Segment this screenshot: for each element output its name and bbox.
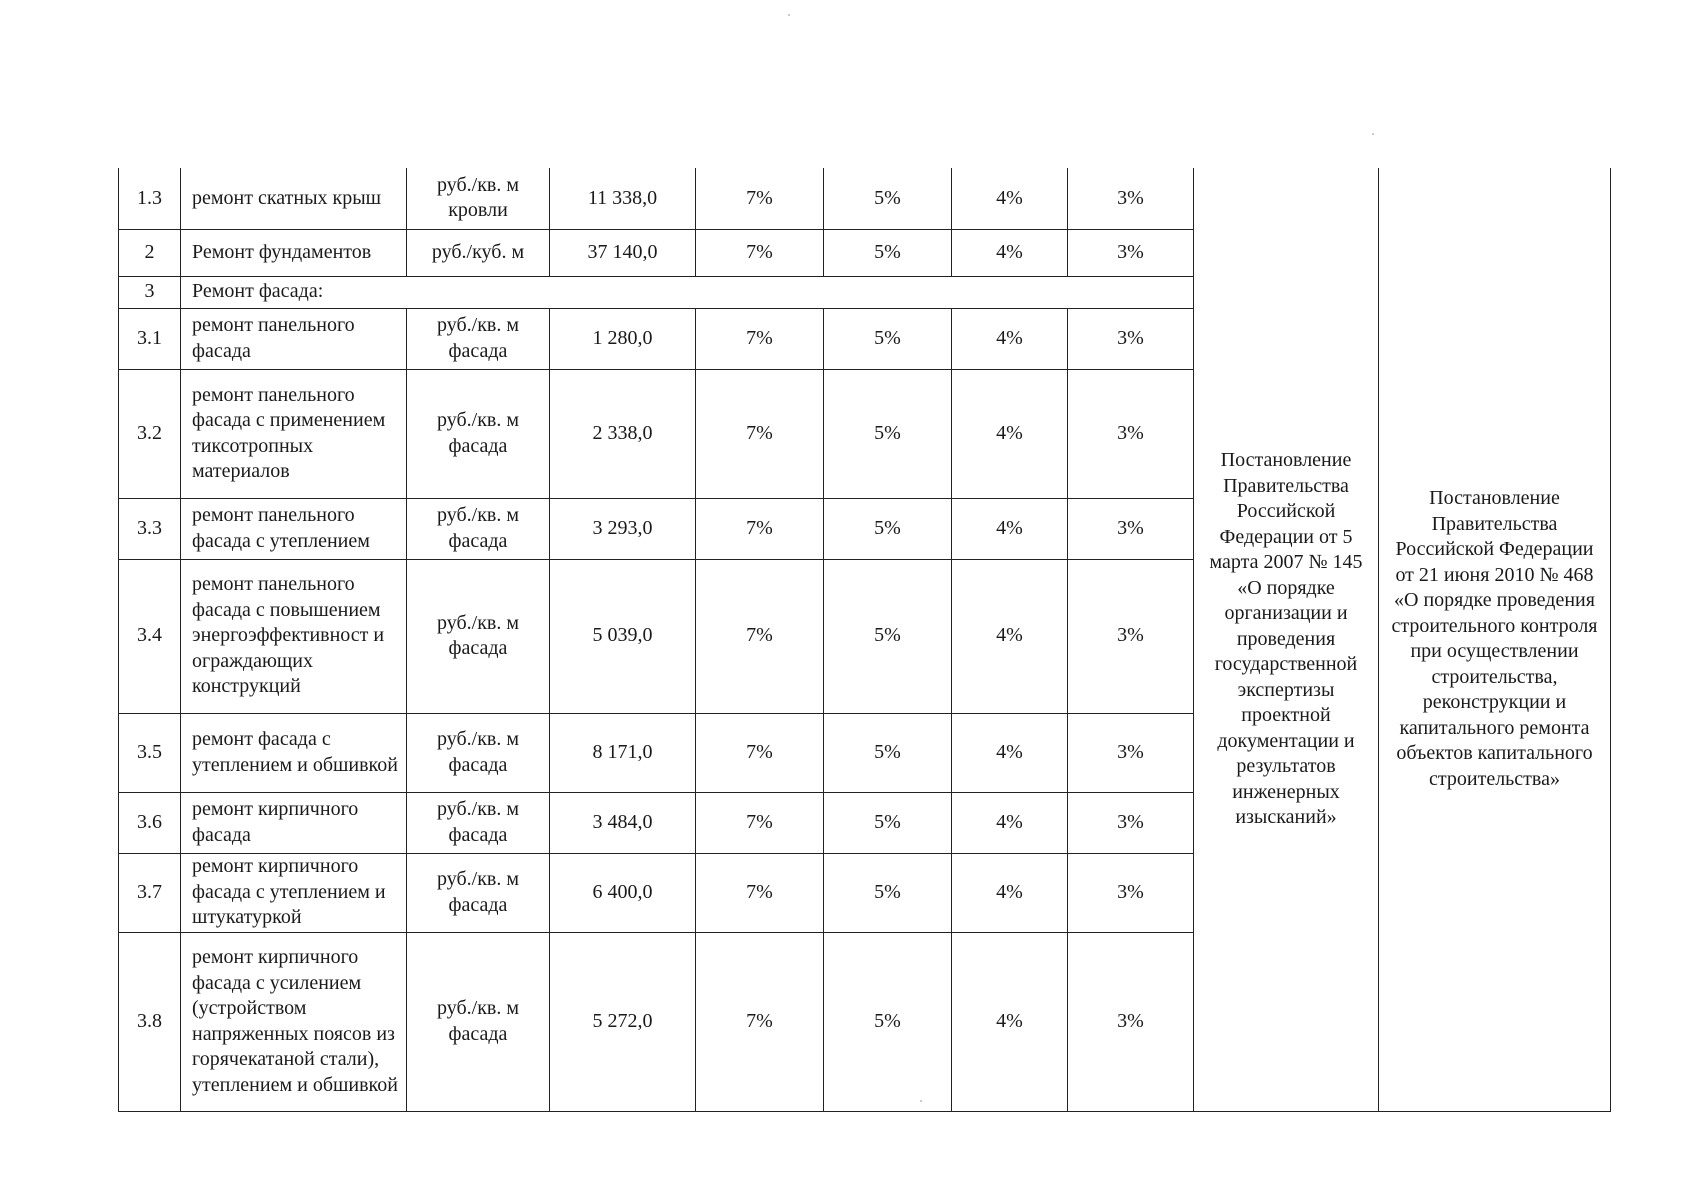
legal-basis-construction-control: Постановление Правительства Российской Федерации от 21 июня 2010 № 468 «О порядке проведения строительного контроля при осуществлении строительства, реконструкции и капитального ремонта объектов капитального строительства» bbox=[1379, 168, 1611, 1111]
percent-cell: 5% bbox=[824, 168, 952, 229]
percent-cell: 4% bbox=[952, 713, 1068, 792]
section-blank bbox=[407, 276, 1194, 308]
percent-cell: 3% bbox=[1068, 369, 1194, 498]
percent-cell: 7% bbox=[696, 308, 824, 369]
document-page bbox=[118, 168, 1611, 1112]
scan-speck bbox=[1372, 133, 1374, 135]
legal-basis-expertise: Постановление Правительства Российской Федерации от 5 марта 2007 № 145 «О порядке организации и проведения государственной экспертизы проектной документации и результатов инженерных изысканий» bbox=[1194, 168, 1379, 1111]
unit-cell: руб./кв. м кровли bbox=[407, 168, 550, 229]
work-name: ремонт панельного фасада с утеплением bbox=[181, 498, 407, 559]
row-number: 2 bbox=[119, 229, 181, 276]
table-row bbox=[119, 168, 1611, 229]
percent-cell: 3% bbox=[1068, 932, 1194, 1111]
percent-cell: 5% bbox=[824, 229, 952, 276]
cost-value: 1 280,0 bbox=[550, 308, 696, 369]
percent-cell: 7% bbox=[696, 559, 824, 713]
percent-cell: 5% bbox=[824, 932, 952, 1111]
row-number: 1.3 bbox=[119, 168, 181, 229]
cost-value: 5 272,0 bbox=[550, 932, 696, 1111]
scan-speck bbox=[788, 14, 790, 16]
percent-cell: 7% bbox=[696, 168, 824, 229]
unit-cell: руб./кв. м фасада bbox=[407, 792, 550, 853]
percent-cell: 5% bbox=[824, 559, 952, 713]
row-number: 3.5 bbox=[119, 713, 181, 792]
scan-speck bbox=[920, 1100, 922, 1102]
percent-cell: 4% bbox=[952, 369, 1068, 498]
row-number: 3.4 bbox=[119, 559, 181, 713]
percent-cell: 3% bbox=[1068, 229, 1194, 276]
unit-cell: руб./кв. м фасада bbox=[407, 853, 550, 932]
percent-cell: 3% bbox=[1068, 308, 1194, 369]
row-number: 3.6 bbox=[119, 792, 181, 853]
cost-value: 3 484,0 bbox=[550, 792, 696, 853]
percent-cell: 7% bbox=[696, 792, 824, 853]
unit-cell: руб./кв. м фасада bbox=[407, 932, 550, 1111]
percent-cell: 4% bbox=[952, 932, 1068, 1111]
percent-cell: 4% bbox=[952, 853, 1068, 932]
percent-cell: 4% bbox=[952, 559, 1068, 713]
percent-cell: 3% bbox=[1068, 168, 1194, 229]
percent-cell: 7% bbox=[696, 853, 824, 932]
work-name: Ремонт фундаментов bbox=[181, 229, 407, 276]
unit-cell: руб./кв. м фасада bbox=[407, 559, 550, 713]
work-name: ремонт кирпичного фасада с утеплением и штукатуркой bbox=[181, 853, 407, 932]
percent-cell: 3% bbox=[1068, 792, 1194, 853]
percent-cell: 5% bbox=[824, 308, 952, 369]
row-number: 3.7 bbox=[119, 853, 181, 932]
cost-value: 2 338,0 bbox=[550, 369, 696, 498]
percent-cell: 7% bbox=[696, 369, 824, 498]
percent-cell: 5% bbox=[824, 853, 952, 932]
unit-cell: руб./куб. м bbox=[407, 229, 550, 276]
work-name: ремонт скатных крыш bbox=[181, 168, 407, 229]
rates-table bbox=[118, 168, 1611, 1112]
unit-cell: руб./кв. м фасада bbox=[407, 308, 550, 369]
percent-cell: 4% bbox=[952, 792, 1068, 853]
percent-cell: 4% bbox=[952, 229, 1068, 276]
unit-cell: руб./кв. м фасада bbox=[407, 498, 550, 559]
percent-cell: 3% bbox=[1068, 559, 1194, 713]
percent-cell: 5% bbox=[824, 369, 952, 498]
work-name: ремонт кирпичного фасада с усилением (устройством напряженных поясов из горячекатаной стали), утеплением и обшивкой bbox=[181, 932, 407, 1111]
percent-cell: 5% bbox=[824, 713, 952, 792]
percent-cell: 7% bbox=[696, 932, 824, 1111]
percent-cell: 3% bbox=[1068, 853, 1194, 932]
percent-cell: 5% bbox=[824, 498, 952, 559]
row-number: 3 bbox=[119, 276, 181, 308]
cost-value: 5 039,0 bbox=[550, 559, 696, 713]
percent-cell: 4% bbox=[952, 168, 1068, 229]
work-name: ремонт панельного фасада с повышением энергоэффективност и ограждающих конструкций bbox=[181, 559, 407, 713]
work-name: ремонт кирпичного фасада bbox=[181, 792, 407, 853]
cost-value: 8 171,0 bbox=[550, 713, 696, 792]
row-number: 3.2 bbox=[119, 369, 181, 498]
percent-cell: 3% bbox=[1068, 498, 1194, 559]
work-name: ремонт панельного фасада bbox=[181, 308, 407, 369]
cost-value: 11 338,0 bbox=[550, 168, 696, 229]
cost-value: 3 293,0 bbox=[550, 498, 696, 559]
unit-cell: руб./кв. м фасада bbox=[407, 713, 550, 792]
row-number: 3.1 bbox=[119, 308, 181, 369]
percent-cell: 5% bbox=[824, 792, 952, 853]
unit-cell: руб./кв. м фасада bbox=[407, 369, 550, 498]
work-name: ремонт фасада с утеплением и обшивкой bbox=[181, 713, 407, 792]
section-title: Ремонт фасада: bbox=[181, 276, 407, 308]
cost-value: 6 400,0 bbox=[550, 853, 696, 932]
percent-cell: 3% bbox=[1068, 713, 1194, 792]
percent-cell: 4% bbox=[952, 498, 1068, 559]
row-number: 3.3 bbox=[119, 498, 181, 559]
cost-value: 37 140,0 bbox=[550, 229, 696, 276]
percent-cell: 7% bbox=[696, 713, 824, 792]
percent-cell: 4% bbox=[952, 308, 1068, 369]
row-number: 3.8 bbox=[119, 932, 181, 1111]
percent-cell: 7% bbox=[696, 229, 824, 276]
work-name: ремонт панельного фасада с применением тиксотропных материалов bbox=[181, 369, 407, 498]
percent-cell: 7% bbox=[696, 498, 824, 559]
